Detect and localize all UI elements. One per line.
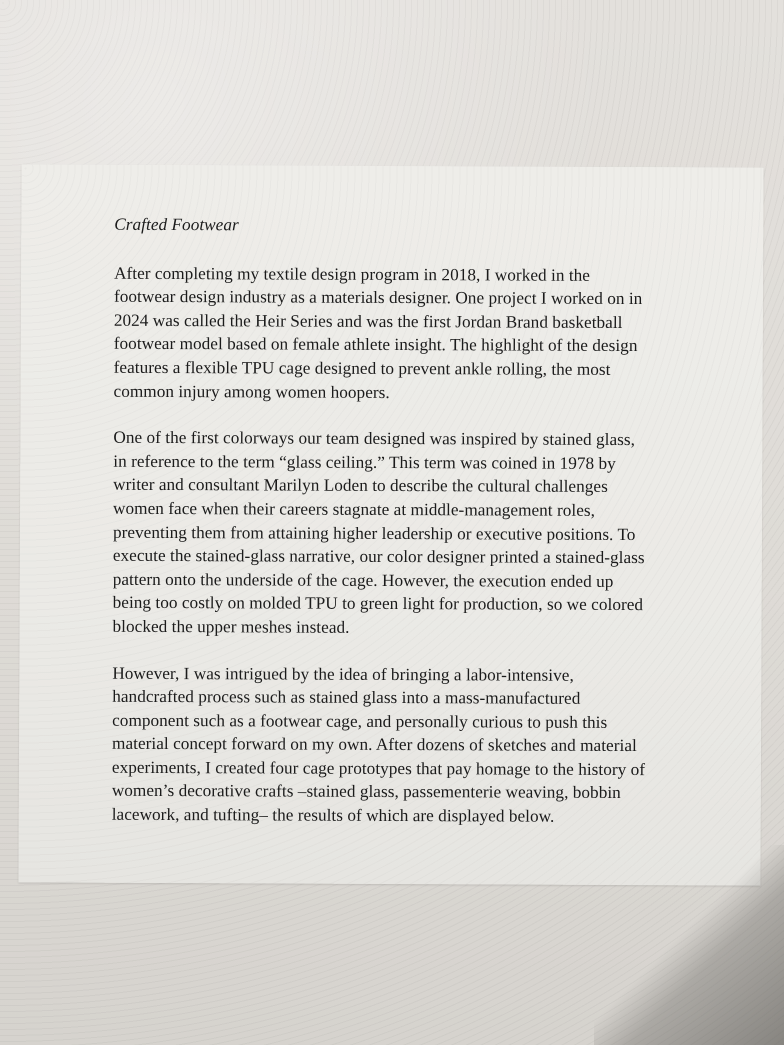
text-line: features a flexible TPU cage designed to prevent ankle rolling, the most [113,357,611,379]
placard-title: Crafted Footwear [114,214,239,235]
text-line: 2024 was called the Heir Series and was the first Jordan Brand basketball [113,310,623,332]
text-line: blocked the upper meshes instead. [112,616,350,637]
text-line: women’s decorative crafts –stained glass, passementerie weaving, bobbin [111,781,621,803]
text-line: material concept forward on my own. After dozens of sketches and material [112,734,637,756]
text-line: in reference to the term “glass ceiling.” This term was coined in 1978 by [113,451,616,473]
text-line: pattern onto the underside of the cage. However, the execution ended up [112,569,614,591]
text-line: One of the first colorways our team designed was inspired by stained glass, [113,427,636,450]
paragraph-2 [113,426,704,641]
text-line: women face when their careers stagnate at middle-management roles, [113,498,596,520]
text-line: However, I was intrigued by the idea of bringing a labor-intensive, [112,663,574,685]
text-line: footwear design industry as a materials designer. One project I worked on in [113,286,643,309]
text-line: experiments, I created four cage prototypes that pay homage to the history of [111,757,646,779]
text-line: preventing them from attaining higher leadership or executive positions. To [112,522,636,544]
placard-text [112,213,705,852]
text-line: component such as a footwear cage, and personally curious to push this [112,710,608,732]
exhibit-placard [18,164,763,885]
paragraph-3 [112,661,703,829]
paragraph-1 [114,261,705,405]
text-line: being too costly on molded TPU to green light for production, so we colored [112,593,644,615]
text-line: handcrafted process such as stained glass into a mass-manufactured [112,686,581,708]
text-line: common injury among women hoopers. [113,381,390,402]
text-line: lacework, and tufting– the results of which are displayed below. [111,804,555,826]
text-line: writer and consultant Marilyn Loden to describe the cultural challenges [113,475,608,497]
text-line: execute the stained-glass narrative, our color designer printed a stained-glass [112,545,645,568]
text-line: After completing my textile design program in 2018, I worked in the [114,263,591,285]
text-line: footwear model based on female athlete insight. The highlight of the design [113,334,638,356]
